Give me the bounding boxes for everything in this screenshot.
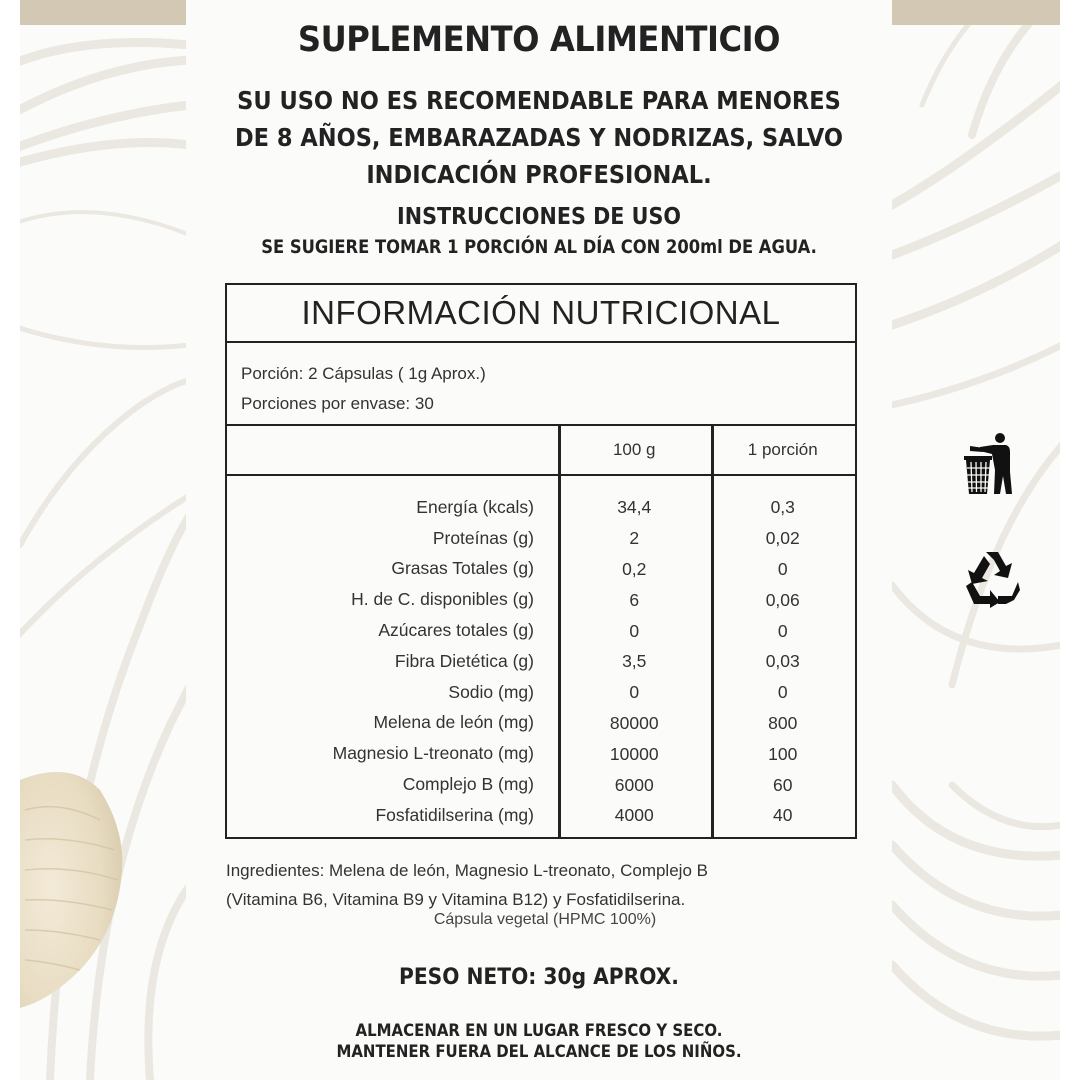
label-panel bbox=[186, 0, 892, 1080]
value-per-portion: 60 bbox=[773, 774, 793, 795]
table-row bbox=[227, 523, 855, 554]
value-per-100g: 34,4 bbox=[617, 497, 652, 518]
top-band bbox=[892, 0, 1060, 25]
nutrient-name: Complejo B (mg) bbox=[402, 774, 534, 795]
nutrient-name: Fibra Dietética (g) bbox=[394, 650, 534, 671]
storage-line: ALMACENAR EN UN LUGAR FRESCO Y SECO. bbox=[355, 1021, 723, 1041]
capsule-type: Cápsula vegetal (HPMC 100%) bbox=[433, 911, 657, 928]
nutrient-name: Proteínas (g) bbox=[432, 527, 534, 548]
value-per-100g: 6000 bbox=[614, 774, 654, 795]
ingredients-line: (Vitamina B6, Vitamina B9 y Vitamina B12) y Fosfatidilserina. bbox=[226, 890, 686, 909]
column-divider bbox=[711, 426, 714, 837]
nutrition-grid bbox=[227, 426, 855, 837]
column-header-nutrient bbox=[227, 426, 558, 474]
nutrition-facts-table bbox=[225, 283, 857, 839]
value-per-100g: 4000 bbox=[614, 805, 654, 826]
value-per-100g: 3,5 bbox=[622, 651, 647, 672]
warning-line: SU USO NO ES RECOMENDABLE PARA MENORES bbox=[237, 86, 841, 115]
nutrient-name: H. de C. disponibles (g) bbox=[351, 589, 534, 610]
portion-size: Porción: 2 Cápsulas ( 1g Aprox.) bbox=[241, 364, 486, 383]
value-per-portion: 0 bbox=[777, 682, 788, 703]
nutrient-name: Melena de león (mg) bbox=[373, 712, 534, 733]
usage-warning bbox=[221, 82, 856, 193]
value-per-100g: 2 bbox=[629, 528, 640, 549]
value-per-portion: 0 bbox=[777, 620, 788, 641]
table-row bbox=[227, 646, 855, 677]
value-per-portion: 800 bbox=[768, 712, 798, 733]
table-row bbox=[227, 800, 855, 831]
nutrition-table-title: INFORMACIÓN NUTRICIONAL bbox=[227, 285, 855, 343]
value-per-portion: 0,03 bbox=[765, 651, 800, 672]
storage-instructions bbox=[228, 1021, 849, 1063]
table-row bbox=[227, 492, 855, 523]
product-type-title: SUPLEMENTO ALIMENTICIO bbox=[297, 20, 781, 60]
table-row bbox=[227, 584, 855, 615]
instructions-title: INSTRUCCIONES DE USO bbox=[397, 204, 681, 230]
nutrient-name: Sodio (mg) bbox=[448, 681, 534, 702]
recycle-icon bbox=[962, 548, 1024, 612]
value-per-100g: 0,2 bbox=[622, 558, 647, 579]
value-per-100g: 6 bbox=[629, 589, 640, 610]
left-decorative-strip bbox=[20, 0, 186, 1080]
value-per-100g: 0 bbox=[629, 620, 640, 641]
ingredients-list bbox=[226, 856, 866, 914]
table-row bbox=[227, 769, 855, 800]
right-decorative-strip bbox=[892, 0, 1060, 1080]
column-divider bbox=[558, 426, 561, 837]
lions-mane-mushroom-image bbox=[20, 740, 186, 1040]
nutrient-name: Energía (kcals) bbox=[416, 496, 534, 517]
table-row bbox=[227, 738, 855, 769]
portion-info bbox=[227, 343, 855, 426]
nutrient-name: Grasas Totales (g) bbox=[391, 558, 534, 579]
value-per-portion: 0,02 bbox=[765, 528, 800, 549]
warning-line: INDICACIÓN PROFESIONAL. bbox=[366, 160, 712, 189]
ingredients-line: Ingredientes: Melena de león, Magnesio L-treonato, Complejo B bbox=[226, 861, 708, 880]
top-band bbox=[20, 0, 186, 25]
value-per-portion: 0,06 bbox=[765, 589, 800, 610]
nutrient-rows bbox=[227, 476, 855, 831]
value-per-100g: 10000 bbox=[609, 743, 659, 764]
value-per-portion: 0,3 bbox=[770, 497, 795, 518]
nutrient-name: Magnesio L-treonato (mg) bbox=[332, 743, 534, 764]
tidyman-litter-icon bbox=[962, 432, 1024, 502]
value-per-100g: 0 bbox=[629, 682, 640, 703]
nutrient-name: Fosfatidilserina (mg) bbox=[375, 804, 534, 825]
column-header-per-portion: 1 porción bbox=[747, 440, 818, 459]
portions-per-container: Porciones por envase: 30 bbox=[241, 394, 434, 413]
column-headers bbox=[227, 426, 855, 476]
nutrient-name: Azúcares totales (g) bbox=[378, 620, 534, 641]
table-row bbox=[227, 615, 855, 646]
column-header-per-100g: 100 g bbox=[612, 440, 656, 459]
table-row bbox=[227, 554, 855, 585]
value-per-portion: 100 bbox=[768, 743, 798, 764]
table-row bbox=[227, 708, 855, 739]
value-per-portion: 0 bbox=[777, 558, 788, 579]
net-weight: PESO NETO: 30g APROX. bbox=[399, 965, 679, 990]
value-per-100g: 80000 bbox=[609, 712, 659, 733]
instructions-text: SE SUGIERE TOMAR 1 PORCIÓN AL DÍA CON 200ml DE AGUA. bbox=[261, 236, 817, 258]
storage-line: MANTENER FUERA DEL ALCANCE DE LOS NIÑOS. bbox=[336, 1042, 742, 1062]
value-per-portion: 40 bbox=[773, 805, 793, 826]
table-row bbox=[227, 677, 855, 708]
warning-line: DE 8 AÑOS, EMBARAZADAS Y NODRIZAS, SALVO bbox=[234, 123, 844, 152]
